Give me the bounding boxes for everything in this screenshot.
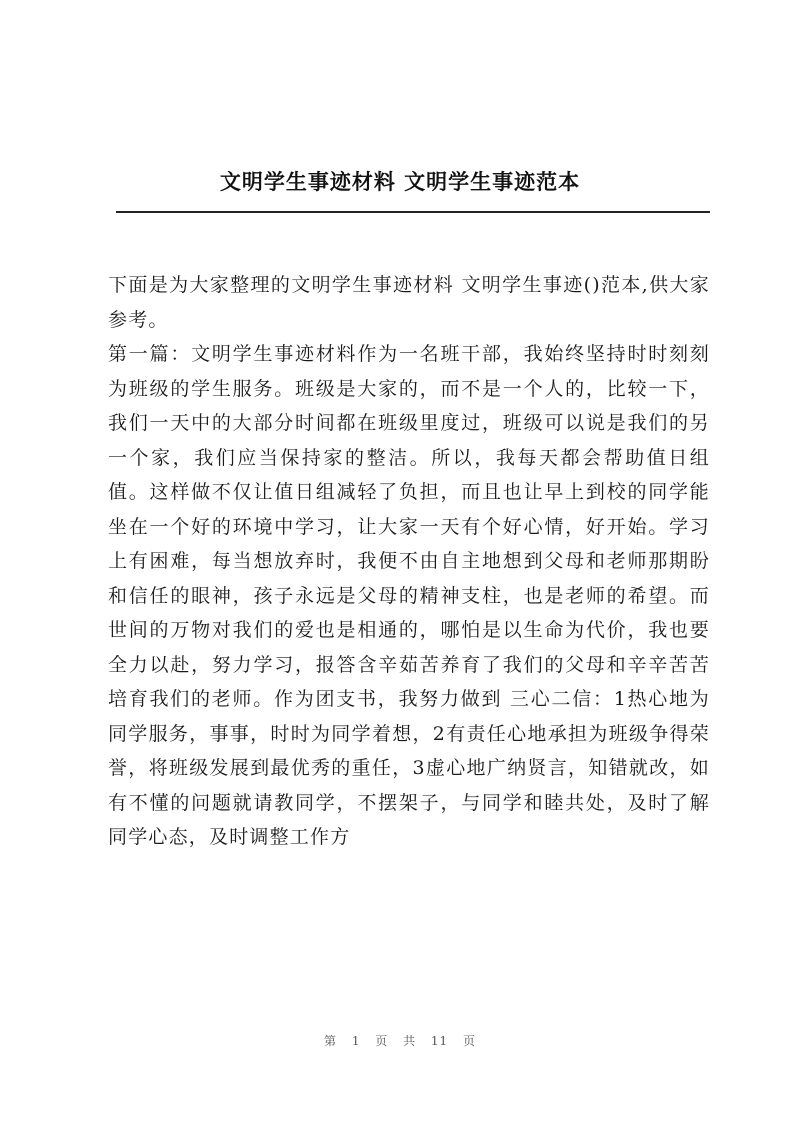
document-title: 文明学生事迹材料 文明学生事迹范本 <box>219 169 581 194</box>
title-divider <box>116 211 710 213</box>
main-paragraph: 第一篇：文明学生事迹材料作为一名班干部，我始终坚持时时刻刻为班级的学生服务。班级是大家的，而不是一个人的，比较一下，我们一天中的大部分时间都在班级里度过，班级可以说是我们的另一个家，我们应当保持家的整洁。所以，我每天都会帮助值日组值。这样做不仅让值日组减轻了负担，而且也让早上到校的同学能坐在一个好的环境中学习，让大家一天有个好心情，好开始。学习上有困难，每当想放弃时，我便不由自主地想到父母和老师那期盼和信任的眼神，孩子永远是父母的精神支柱，也是老师的希望。而世间的万物对我们的爱也是相通的，哪怕是以生命为代价，我也要全力以赴，努力学习，报答含辛茹苦养育了我们的父母和辛辛苦苦培育我们的老师。作为团支书，我努力做到 三心二信：1热心地为同学服务，事事，时时为同学着想，2有责任心地承担为班级争得荣誉，将班级发展到最优秀的重任，3虚心地广纳贤言，知错就改，如有不懂的问题就请教同学，不摆架子，与同学和睦共处，及时了解同学心态，及时调整工作方 <box>108 343 710 848</box>
intro-paragraph: 下面是为大家整理的文明学生事迹材料 文明学生事迹()范本,供大家参考。 <box>108 274 710 331</box>
page-footer: 第 1 页 共 11 页 <box>324 1034 476 1048</box>
document-body <box>108 268 710 855</box>
